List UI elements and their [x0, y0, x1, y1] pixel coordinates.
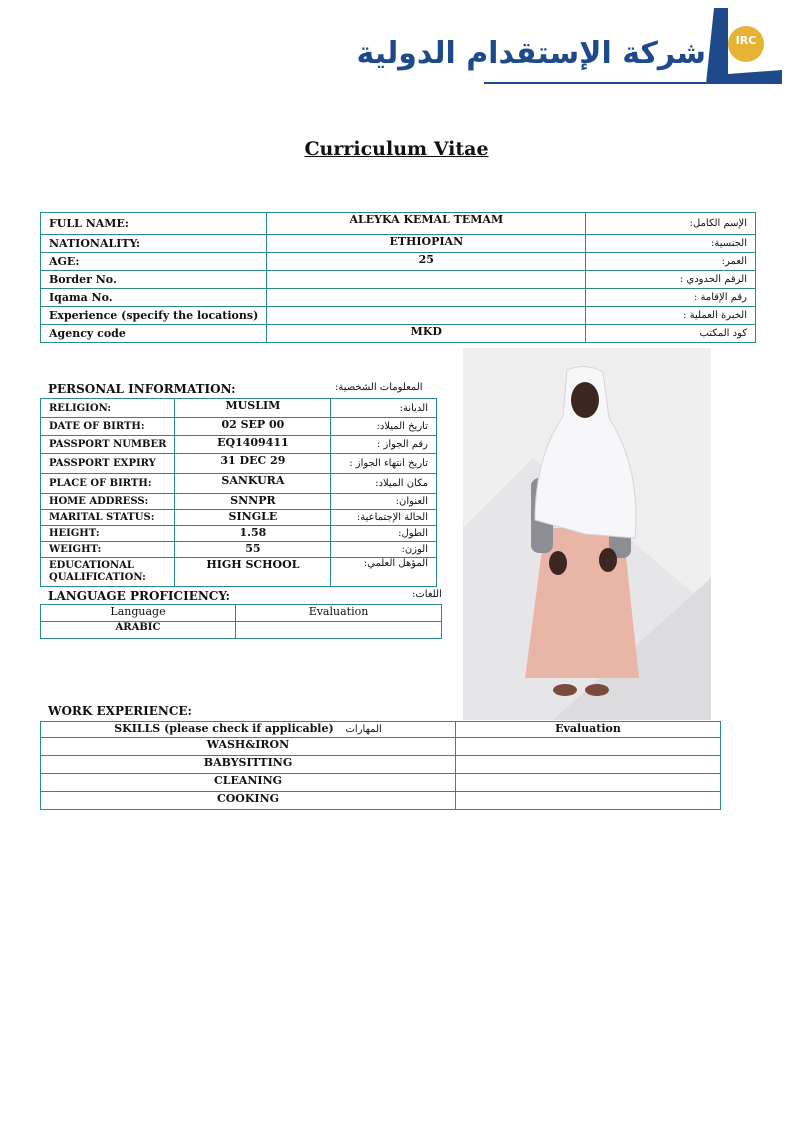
value-agency-code: MKD [267, 325, 586, 343]
skill-name: WASH&IRON [41, 738, 456, 756]
skill-row [41, 792, 721, 810]
info-row-full-name [41, 213, 756, 235]
personal-info-heading-ar: المعلومات الشخصية: [335, 382, 423, 393]
language-name: ARABIC [41, 622, 236, 639]
value-age: 25 [267, 253, 586, 271]
language-row [41, 622, 442, 639]
personal-row-passport-expiry [41, 454, 437, 474]
work-header-row [41, 722, 721, 738]
label-religion: RELIGION: [41, 399, 175, 418]
personal-info-heading: PERSONAL INFORMATION: [48, 382, 236, 396]
label-passport-number: PASSPORT NUMBER [41, 436, 175, 454]
value-passport-expiry: 31 DEC 29 [175, 454, 331, 474]
ar-full-name: الإسم الكامل: [586, 213, 756, 235]
language-heading-ar: اللغات: [412, 589, 442, 600]
main-info-table [40, 212, 756, 343]
label-passport-expiry: PASSPORT EXPIRY [41, 454, 175, 474]
personal-row-religion [41, 399, 437, 418]
personal-row-passport-number [41, 436, 437, 454]
label-iqama-no: Iqama No. [41, 289, 267, 307]
info-row-agency-code [41, 325, 756, 343]
skill-row [41, 738, 721, 756]
ar-border-no: الرقم الحدودي : [586, 271, 756, 289]
personal-row-height [41, 526, 437, 542]
ar-weight: الوزن: [331, 542, 437, 558]
ar-passport-expiry: تاريخ انتهاء الجواز : [331, 454, 437, 474]
language-heading: LANGUAGE PROFICIENCY: [48, 589, 230, 603]
personal-row-education [41, 558, 437, 587]
label-experience: Experience (specify the locations) [41, 307, 267, 325]
ar-passport-number: رقم الجواز : [331, 436, 437, 454]
ar-agency-code: كود المكتب [586, 325, 756, 343]
label-weight: WEIGHT: [41, 542, 175, 558]
label-agency-code: Agency code [41, 325, 267, 343]
personal-row-dob [41, 418, 437, 436]
label-place-of-birth: PLACE OF BIRTH: [41, 474, 175, 494]
company-logo [356, 8, 783, 90]
col-skills-ar: المهارات [345, 724, 382, 735]
skill-name: COOKING [41, 792, 456, 810]
language-evaluation [236, 622, 442, 639]
candidate-photo [463, 348, 711, 720]
irc-emblem-icon [706, 8, 782, 86]
label-age: AGE: [41, 253, 267, 271]
skill-evaluation [456, 792, 721, 810]
value-iqama-no [267, 289, 586, 307]
ar-dob: تاريخ الميلاد: [331, 418, 437, 436]
personal-row-place-of-birth [41, 474, 437, 494]
personal-row-weight [41, 542, 437, 558]
value-border-no [267, 271, 586, 289]
ar-nationality: الجنسية: [586, 235, 756, 253]
skill-name: BABYSITTING [41, 756, 456, 774]
value-marital-status: SINGLE [175, 510, 331, 526]
label-marital-status: MARITAL STATUS: [41, 510, 175, 526]
info-row-nationality [41, 235, 756, 253]
col-skills-label: SKILLS (please check if applicable) [114, 722, 334, 735]
page-title: Curriculum Vitae [304, 138, 489, 160]
col-work-evaluation: Evaluation [456, 722, 721, 738]
skill-evaluation [456, 774, 721, 792]
skill-evaluation [456, 738, 721, 756]
info-row-experience [41, 307, 756, 325]
label-education: EDUCATIONAL QUALIFICATION: [41, 558, 175, 587]
ar-iqama-no: رقم الإقامة : [586, 289, 756, 307]
ar-experience: الخبرة العملية : [586, 307, 756, 325]
personal-row-marital-status [41, 510, 437, 526]
language-table [40, 604, 442, 639]
skill-row [41, 774, 721, 792]
info-row-iqama-no [41, 289, 756, 307]
value-full-name: ALEYKA KEMAL TEMAM [267, 213, 586, 235]
logo-abbr: IRC [735, 34, 757, 47]
ar-height: الطول: [331, 526, 437, 542]
ar-religion: الديانة: [331, 399, 437, 418]
skill-row [41, 756, 721, 774]
value-home-address: SNNPR [175, 494, 331, 510]
ar-marital-status: الحالة الإجتماعية: [331, 510, 437, 526]
label-nationality: NATIONALITY: [41, 235, 267, 253]
value-nationality: ETHIOPIAN [267, 235, 586, 253]
col-skills [41, 722, 456, 738]
company-name-arabic: شركة الإستقدام الدولية [356, 36, 706, 71]
value-education: HIGH SCHOOL [175, 558, 331, 587]
personal-info-table [40, 398, 437, 587]
info-row-border-no [41, 271, 756, 289]
label-home-address: HOME ADDRESS: [41, 494, 175, 510]
person-photo-icon [463, 348, 711, 720]
value-passport-number: EQ1409411 [175, 436, 331, 454]
col-language-evaluation: Evaluation [236, 605, 442, 622]
work-heading: WORK EXPERIENCE: [48, 704, 192, 718]
value-height: 1.58 [175, 526, 331, 542]
value-religion: MUSLIM [175, 399, 331, 418]
value-dob: 02 SEP 00 [175, 418, 331, 436]
language-header-row [41, 605, 442, 622]
label-dob: DATE OF BIRTH: [41, 418, 175, 436]
ar-age: العمر: [586, 253, 756, 271]
skill-evaluation [456, 756, 721, 774]
logo-underline [484, 82, 706, 84]
ar-home-address: العنوان: [331, 494, 437, 510]
label-border-no: Border No. [41, 271, 267, 289]
skill-name: CLEANING [41, 774, 456, 792]
ar-education: المؤهل العلمي: [331, 558, 437, 587]
work-table [40, 721, 721, 810]
value-place-of-birth: SANKURA [175, 474, 331, 494]
info-row-age [41, 253, 756, 271]
col-language: Language [41, 605, 236, 622]
value-weight: 55 [175, 542, 331, 558]
value-experience [267, 307, 586, 325]
personal-row-home-address [41, 494, 437, 510]
label-height: HEIGHT: [41, 526, 175, 542]
ar-place-of-birth: مكان الميلاد: [331, 474, 437, 494]
label-full-name: FULL NAME: [41, 213, 267, 235]
